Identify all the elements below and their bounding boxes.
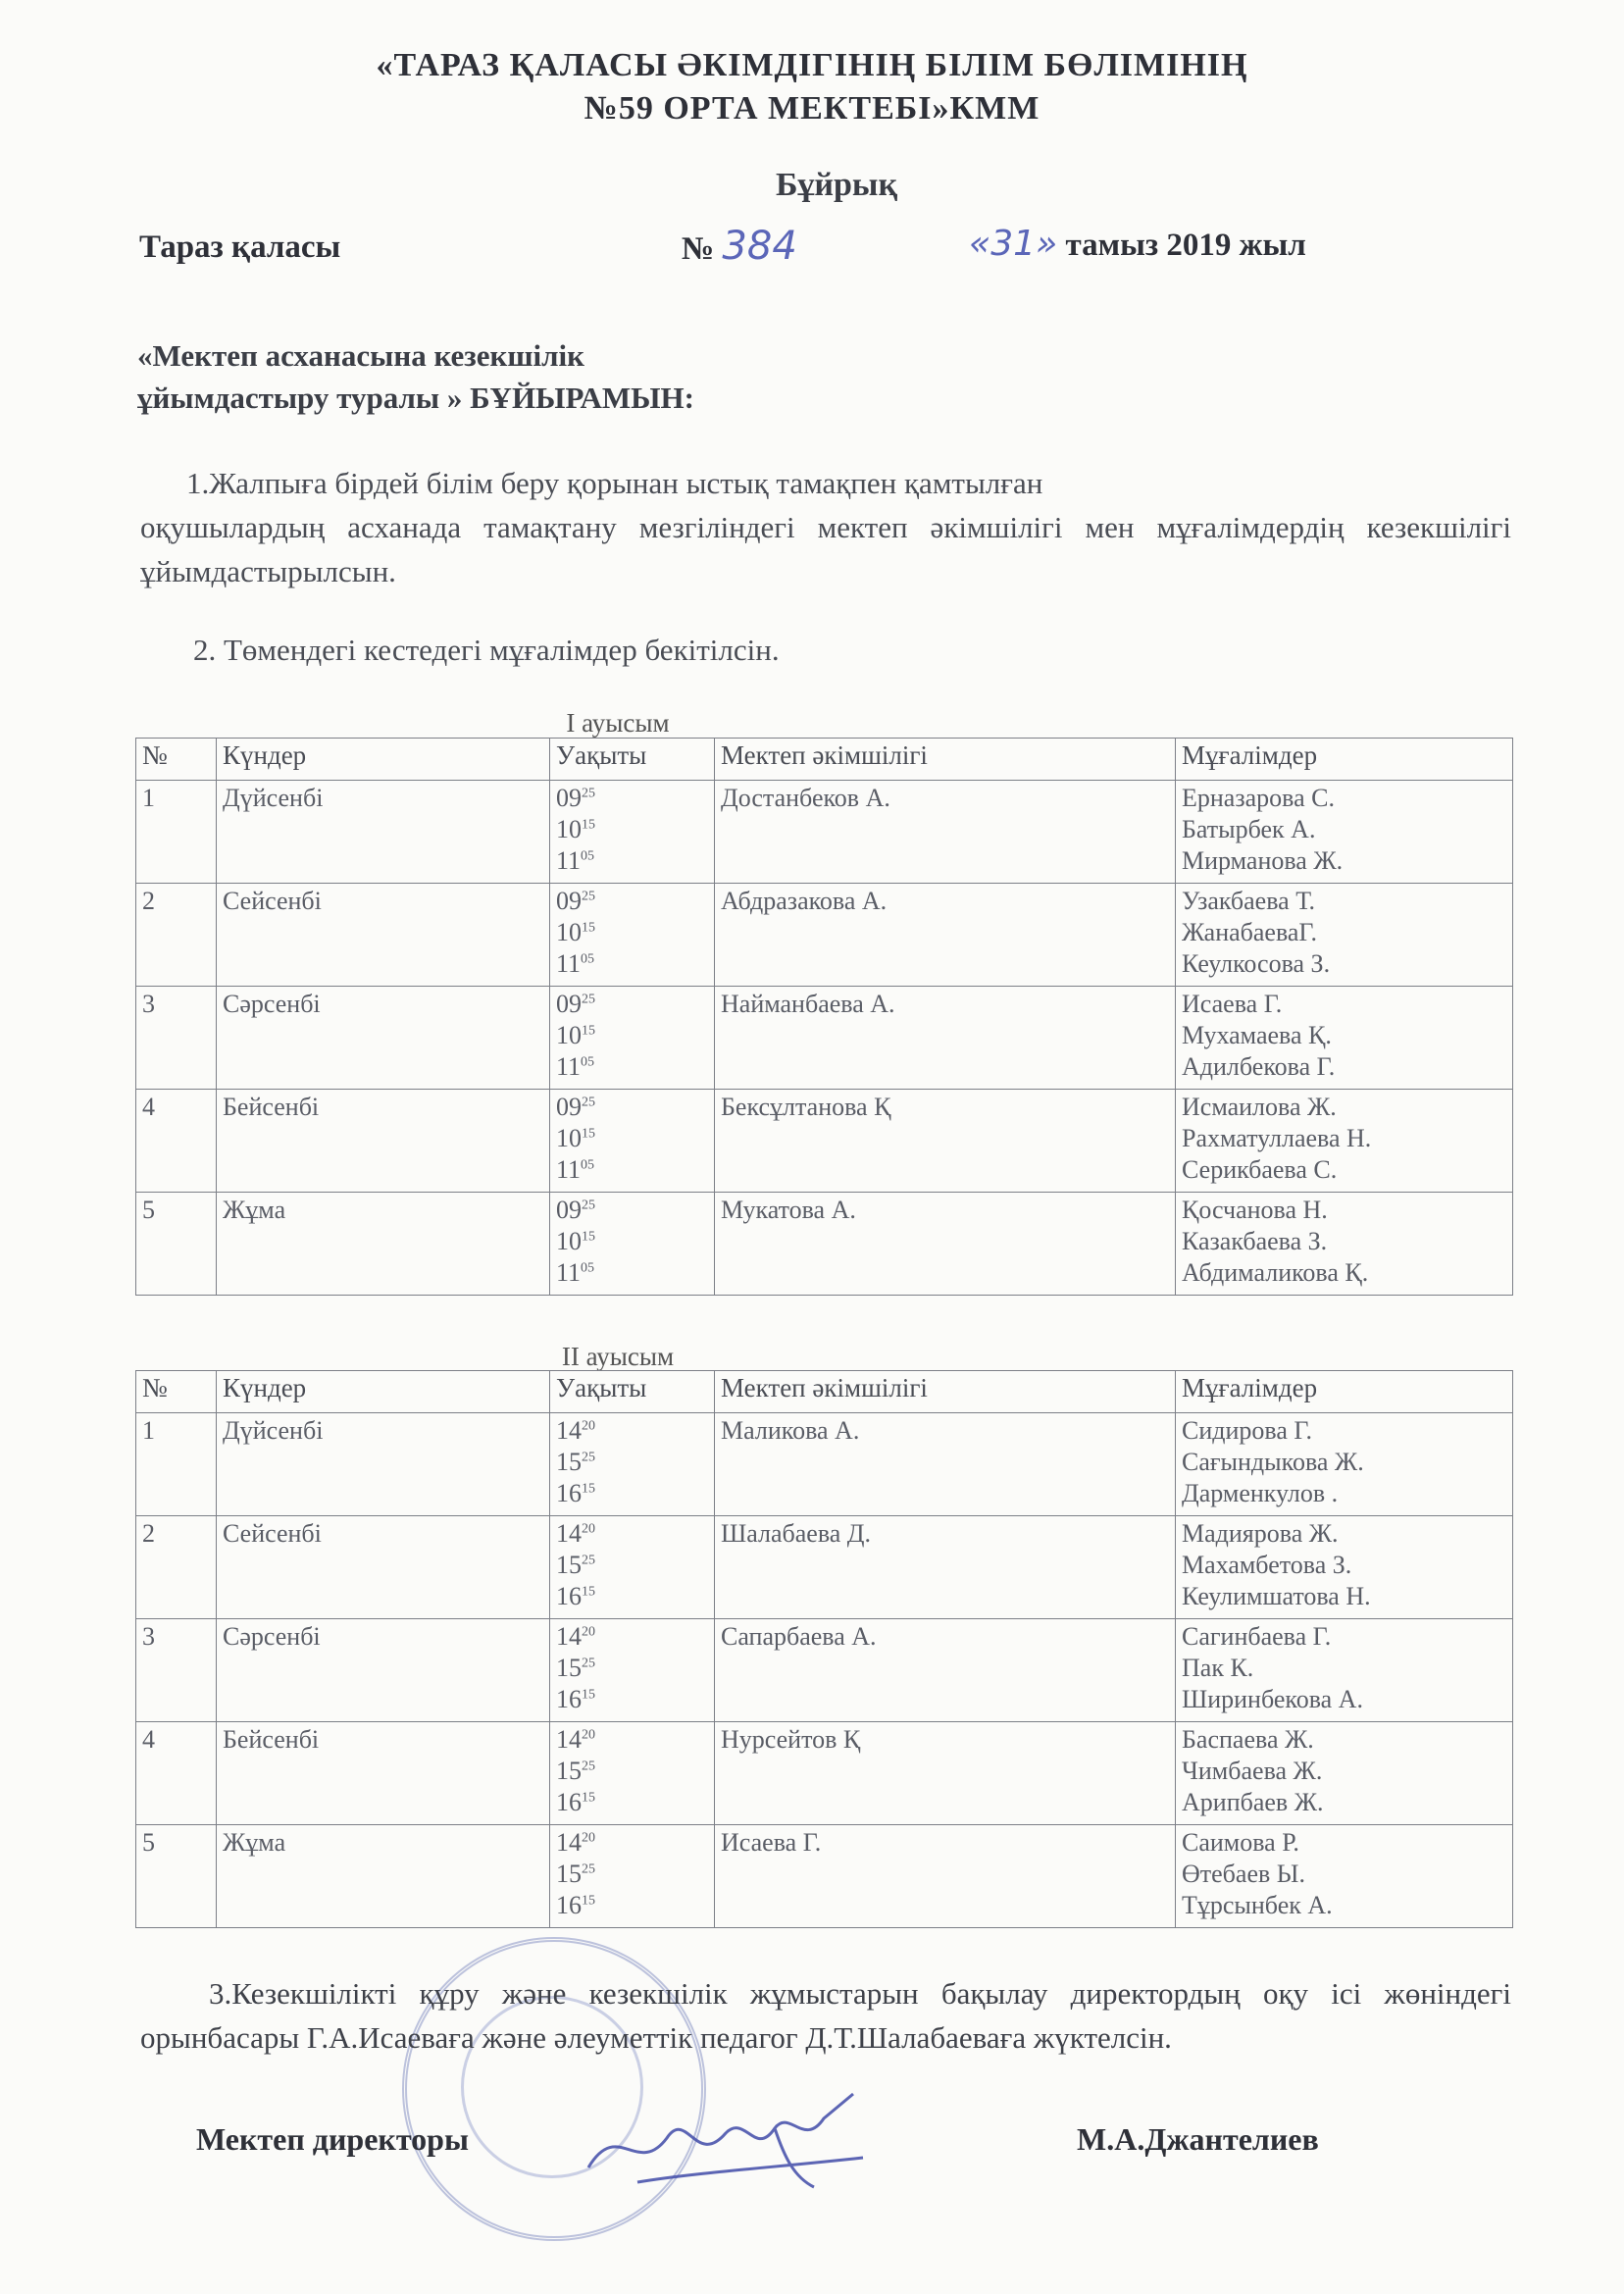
time-hour: 11	[556, 1155, 582, 1184]
row-day: Жұма	[217, 1825, 550, 1928]
teacher-name: Кеулимшатова Н.	[1182, 1582, 1371, 1610]
time-minute: 25	[582, 992, 595, 1007]
row-number: 2	[136, 884, 217, 987]
table-row	[136, 1722, 1513, 1825]
order-day: «31»	[969, 224, 1058, 264]
row-number: 5	[136, 1193, 217, 1296]
time-minute: 15	[582, 1893, 595, 1909]
title-line-2: ұйымдастыру туралы » БҰЙЫРАМЫН:	[137, 381, 694, 415]
time-slot	[556, 1415, 708, 1447]
row-day: Бейсенбі	[217, 1722, 550, 1825]
time-slot	[556, 1621, 708, 1653]
teacher-name: Мадиярова Ж.	[1182, 1519, 1339, 1548]
teacher-name: Серикбаева С.	[1182, 1155, 1338, 1184]
time-slot	[556, 1653, 708, 1684]
row-day: Сәрсенбі	[217, 1619, 550, 1722]
header-line-2: №59 ОРТА МЕКТЕБІ»КММ	[584, 90, 1040, 127]
time-hour: 15	[556, 1860, 582, 1888]
time-minute: 25	[582, 1198, 595, 1213]
table-row	[136, 1825, 1513, 1928]
time-minute: 25	[582, 889, 595, 904]
time-hour: 11	[556, 846, 582, 875]
doc-type: Бұйрық	[775, 167, 898, 203]
time-minute: 15	[582, 1481, 595, 1497]
time-slot	[556, 1154, 708, 1186]
teacher-name: Узакбаева Т.	[1182, 887, 1315, 915]
city: Тараз қаласы	[139, 229, 341, 265]
time-hour: 10	[556, 815, 582, 843]
row-number: 4	[136, 1090, 217, 1193]
row-day: Жұма	[217, 1193, 550, 1296]
teacher-name: Тұрсынбек А.	[1182, 1891, 1333, 1919]
row-teachers	[1176, 987, 1513, 1090]
time-minute: 05	[581, 848, 595, 864]
row-day: Сейсенбі	[217, 1516, 550, 1619]
time-hour: 10	[556, 1227, 582, 1255]
time-slot	[556, 1859, 708, 1890]
time-minute: 15	[582, 920, 595, 936]
time-minute: 15	[582, 1229, 595, 1245]
teacher-name: Исмаилова Ж.	[1182, 1093, 1337, 1121]
time-slot	[556, 1518, 708, 1550]
time-hour: 16	[556, 1891, 582, 1919]
row-day: Дүйсенбі	[217, 781, 550, 884]
time-slot	[556, 1051, 708, 1083]
row-teachers	[1176, 1193, 1513, 1296]
order-number-value: 384	[722, 224, 797, 269]
row-times	[550, 1193, 715, 1296]
time-hour: 09	[556, 990, 582, 1018]
teacher-name: Казакбаева З.	[1182, 1227, 1328, 1255]
time-minute: 05	[581, 951, 595, 967]
time-slot	[556, 1092, 708, 1123]
time-minute: 20	[582, 1727, 595, 1743]
time-hour: 15	[556, 1654, 582, 1682]
row-admin: Мукатова А.	[715, 1193, 1176, 1296]
header-admin: Мектеп әкімшілігі	[715, 739, 1176, 781]
time-hour: 15	[556, 1448, 582, 1476]
teacher-name: Абдималикова Қ.	[1182, 1258, 1369, 1287]
row-teachers	[1176, 884, 1513, 987]
row-number: 1	[136, 1413, 217, 1516]
row-number: 3	[136, 987, 217, 1090]
paragraph-1-rest: оқушылардың асханада тамақтану мезгіліндегі мектеп әкімшілігі мен мұғалімдердің кезекшілігі ұйымдастырылсын.	[140, 510, 1511, 588]
time-slot	[556, 1550, 708, 1581]
time-minute: 15	[582, 1023, 595, 1039]
time-minute: 25	[582, 1861, 595, 1877]
time-slot	[556, 1581, 708, 1612]
header-days: Күндер	[217, 739, 550, 781]
time-minute: 15	[582, 1584, 595, 1600]
row-teachers	[1176, 781, 1513, 884]
time-hour: 16	[556, 1788, 582, 1816]
row-number: 4	[136, 1722, 217, 1825]
time-minute: 15	[582, 1687, 595, 1703]
table-row	[136, 884, 1513, 987]
row-times	[550, 1090, 715, 1193]
row-admin: Шалабаева Д.	[715, 1516, 1176, 1619]
time-hour: 09	[556, 1196, 582, 1224]
time-slot	[556, 1724, 708, 1756]
row-admin: Маликова А.	[715, 1413, 1176, 1516]
table-row	[136, 1413, 1513, 1516]
time-slot	[556, 1257, 708, 1289]
time-slot	[556, 1684, 708, 1715]
teacher-name: Дарменкулов .	[1182, 1479, 1339, 1507]
teacher-name: Мирманова Ж.	[1182, 846, 1344, 875]
shift-1-table	[135, 738, 1513, 1296]
time-minute: 25	[582, 1450, 595, 1465]
time-minute: 20	[582, 1624, 595, 1640]
time-hour: 16	[556, 1685, 582, 1713]
row-teachers	[1176, 1722, 1513, 1825]
teacher-name: Сагинбаева Г.	[1182, 1622, 1332, 1651]
header-admin: Мектеп әкімшілігі	[715, 1371, 1176, 1413]
row-admin: Бексұлтанова Қ	[715, 1090, 1176, 1193]
time-slot	[556, 1756, 708, 1787]
row-times	[550, 884, 715, 987]
row-times	[550, 1619, 715, 1722]
header-time: Уақыты	[550, 739, 715, 781]
teacher-name: Өтебаев Ы.	[1182, 1860, 1305, 1888]
time-slot	[556, 989, 708, 1020]
teacher-name: Мухамаева Қ.	[1182, 1021, 1332, 1049]
row-day: Дүйсенбі	[217, 1413, 550, 1516]
time-slot	[556, 783, 708, 814]
header-teachers: Мұғалімдер	[1176, 1371, 1513, 1413]
header-no: №	[136, 1371, 217, 1413]
time-slot	[556, 845, 708, 877]
time-slot	[556, 1787, 708, 1818]
time-hour: 14	[556, 1416, 582, 1445]
time-slot	[556, 814, 708, 845]
teacher-name: Саимова Р.	[1182, 1828, 1299, 1857]
paragraph-1-first-line: 1.Жалпыға бірдей білім беру қорынан ыстық тамақпен қамтылған	[186, 466, 1043, 500]
teacher-name: Ширинбекова А.	[1182, 1685, 1363, 1713]
time-hour: 14	[556, 1725, 582, 1754]
row-admin: Нурсейтов Қ	[715, 1722, 1176, 1825]
row-admin: Сапарбаева А.	[715, 1619, 1176, 1722]
row-number: 2	[136, 1516, 217, 1619]
teacher-name: Батырбек А.	[1182, 815, 1316, 843]
row-times	[550, 1413, 715, 1516]
row-day: Бейсенбі	[217, 1090, 550, 1193]
time-minute: 20	[582, 1418, 595, 1434]
signature-name: М.А.Джантелиев	[1077, 2121, 1319, 2157]
teacher-name: Баспаева Ж.	[1182, 1725, 1314, 1754]
time-minute: 25	[582, 1656, 595, 1671]
time-minute: 15	[582, 1126, 595, 1142]
time-hour: 09	[556, 887, 582, 915]
time-hour: 15	[556, 1757, 582, 1785]
row-teachers	[1176, 1413, 1513, 1516]
header-time: Уақыты	[550, 1371, 715, 1413]
number-label: №	[682, 231, 715, 267]
teacher-name: Кеулкосова З.	[1182, 949, 1331, 978]
time-minute: 25	[582, 1095, 595, 1110]
time-hour: 11	[556, 1052, 582, 1081]
time-minute: 25	[582, 786, 595, 801]
time-hour: 09	[556, 784, 582, 812]
time-slot	[556, 886, 708, 917]
table-row	[136, 1516, 1513, 1619]
header-days: Күндер	[217, 1371, 550, 1413]
time-minute: 05	[581, 1157, 595, 1173]
row-number: 5	[136, 1825, 217, 1928]
time-slot	[556, 1890, 708, 1921]
paragraph-3: 3.Кезекшілікті құру және кезекшілік жұмыстарын бақылау директордың оқу ісі жөніндегі орынбасары Г.А.Исаеваға және әлеуметтік педагог Д.Т.Шалабаеваға жүктелсін.	[140, 1976, 1511, 2055]
time-minute: 15	[582, 1790, 595, 1806]
teacher-name: Сағындыкова Ж.	[1182, 1448, 1364, 1476]
order-date	[969, 224, 1306, 264]
teacher-name: Исаева Г.	[1182, 990, 1283, 1018]
row-day: Сейсенбі	[217, 884, 550, 987]
time-minute: 15	[582, 817, 595, 833]
row-number: 3	[136, 1619, 217, 1722]
time-hour: 11	[556, 949, 582, 978]
time-hour: 14	[556, 1519, 582, 1548]
signature-role: Мектеп директоры	[196, 2121, 469, 2157]
time-hour: 11	[556, 1258, 582, 1287]
teacher-name: Адилбекова Г.	[1182, 1052, 1336, 1081]
table-header-row	[136, 1371, 1513, 1413]
signature-scribble	[579, 2089, 873, 2197]
row-day: Сәрсенбі	[217, 987, 550, 1090]
time-slot	[556, 917, 708, 948]
time-minute: 25	[582, 1553, 595, 1568]
time-slot	[556, 1226, 708, 1257]
time-hour: 15	[556, 1551, 582, 1579]
row-times	[550, 781, 715, 884]
time-slot	[556, 1020, 708, 1051]
teacher-name: Махамбетова З.	[1182, 1551, 1352, 1579]
teacher-name: Сидирова Г.	[1182, 1416, 1312, 1445]
row-teachers	[1176, 1825, 1513, 1928]
shift-1-label: I ауысым	[566, 708, 670, 738]
time-slot	[556, 1478, 708, 1509]
row-number: 1	[136, 781, 217, 884]
time-slot	[556, 1123, 708, 1154]
time-slot	[556, 1195, 708, 1226]
row-times	[550, 1722, 715, 1825]
teacher-name: Рахматуллаева Н.	[1182, 1124, 1372, 1152]
order-number	[682, 224, 797, 269]
table-row	[136, 1090, 1513, 1193]
header-teachers: Мұғалімдер	[1176, 739, 1513, 781]
table-header-row	[136, 739, 1513, 781]
row-times	[550, 1825, 715, 1928]
row-admin: Абдразакова А.	[715, 884, 1176, 987]
time-minute: 05	[581, 1054, 595, 1070]
time-slot	[556, 1827, 708, 1859]
time-hour: 10	[556, 918, 582, 946]
time-slot	[556, 948, 708, 980]
time-hour: 16	[556, 1582, 582, 1610]
time-minute: 05	[581, 1260, 595, 1276]
shift-2-table	[135, 1370, 1513, 1928]
time-hour: 16	[556, 1479, 582, 1507]
table-row	[136, 781, 1513, 884]
header-line-1: «ТАРАЗ ҚАЛАСЫ ӘКІМДІГІНІҢ БІЛІМ БӨЛІМІНІҢ	[376, 47, 1248, 83]
teacher-name: Арипбаев Ж.	[1182, 1788, 1324, 1816]
row-times	[550, 1516, 715, 1619]
title-line-1: «Мектеп асханасына кезекшілік	[137, 338, 585, 373]
order-date-rest: тамыз 2019 жыл	[1065, 228, 1306, 263]
row-teachers	[1176, 1090, 1513, 1193]
teacher-name: Ерназарова С.	[1182, 784, 1335, 812]
time-minute: 25	[582, 1759, 595, 1774]
time-hour: 10	[556, 1124, 582, 1152]
paragraph-2: 2. Төмендегі кестедегі мұғалімдер бекітілсін.	[193, 633, 780, 667]
table-row	[136, 987, 1513, 1090]
time-slot	[556, 1447, 708, 1478]
time-minute: 20	[582, 1830, 595, 1846]
teacher-name: Чимбаева Ж.	[1182, 1757, 1323, 1785]
time-hour: 14	[556, 1828, 582, 1857]
row-admin: Найманбаева А.	[715, 987, 1176, 1090]
teacher-name: Пак К.	[1182, 1654, 1254, 1682]
shift-2-label: II ауысым	[561, 1342, 675, 1371]
row-teachers	[1176, 1516, 1513, 1619]
time-hour: 09	[556, 1093, 582, 1121]
header-no: №	[136, 739, 217, 781]
time-hour: 10	[556, 1021, 582, 1049]
time-minute: 20	[582, 1521, 595, 1537]
table-row	[136, 1193, 1513, 1296]
teacher-name: ЖанабаеваГ.	[1182, 918, 1318, 946]
row-times	[550, 987, 715, 1090]
time-hour: 14	[556, 1622, 582, 1651]
row-admin: Достанбеков А.	[715, 781, 1176, 884]
teacher-name: Қосчанова Н.	[1182, 1196, 1328, 1224]
row-admin: Исаева Г.	[715, 1825, 1176, 1928]
row-teachers	[1176, 1619, 1513, 1722]
table-row	[136, 1619, 1513, 1722]
